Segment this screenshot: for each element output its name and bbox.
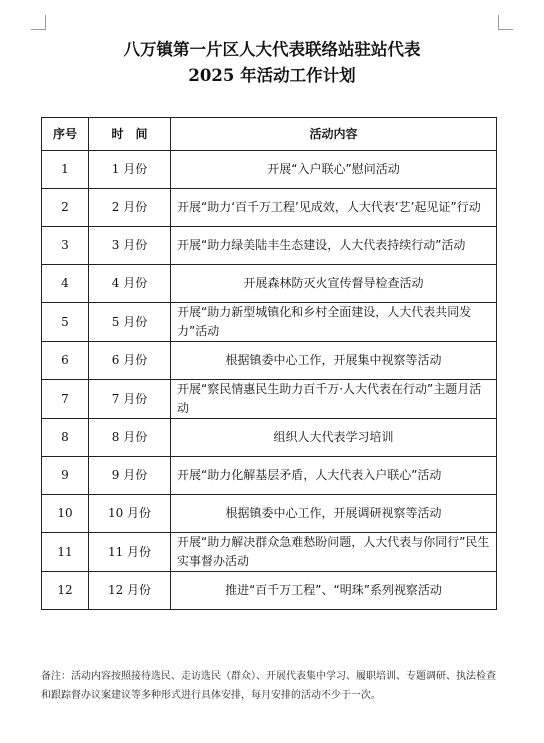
table-row bbox=[42, 572, 497, 610]
row-activity: 开展“助力解决群众急难愁盼问题，人大代表与你同行”民生实事督办活动 bbox=[171, 533, 497, 572]
row-month: 7 月份 bbox=[89, 380, 171, 419]
row-activity: 开展“察民情惠民生助力百千万·人大代表在行动”主题月活动 bbox=[171, 380, 497, 419]
header-serial: 序号 bbox=[42, 118, 89, 151]
table-row bbox=[42, 265, 497, 303]
row-activity: 开展“助力新型城镇化和乡村全面建设，人大代表共同发力”活动 bbox=[171, 303, 497, 342]
row-activity: 开展“助力绿美陆丰生态建设，人大代表持续行动”活动 bbox=[171, 227, 497, 265]
page-corner-mark-right bbox=[498, 15, 513, 30]
document-title: 八万镇第一片区人大代表联络站驻站代表 bbox=[123, 40, 421, 59]
row-serial: 2 bbox=[42, 189, 89, 227]
table-row bbox=[42, 533, 497, 572]
row-activity: 开展“助力化解基层矛盾，人大代表入户联心”活动 bbox=[171, 457, 497, 495]
row-month: 10 月份 bbox=[89, 495, 171, 533]
page-corner-mark-left bbox=[31, 15, 46, 30]
row-activity: 组织人大代表学习培训 bbox=[171, 419, 497, 457]
row-serial: 1 bbox=[42, 151, 89, 189]
row-month: 4 月份 bbox=[89, 265, 171, 303]
footnote: 备注：活动内容按照接待选民、走访选民（群众）、开展代表集中学习、履职培训、专题调研、执法检查和跟踪督办议案建议等多种形式进行具体安排，每月安排的活动不少于一次。 bbox=[41, 671, 496, 701]
table-row bbox=[42, 419, 497, 457]
row-activity: 推进“百千万工程”、“明珠”系列视察活动 bbox=[171, 572, 497, 610]
row-month: 11 月份 bbox=[89, 533, 171, 572]
row-serial: 3 bbox=[42, 227, 89, 265]
row-month: 5 月份 bbox=[89, 303, 171, 342]
row-month: 1 月份 bbox=[89, 151, 171, 189]
row-serial: 4 bbox=[42, 265, 89, 303]
document-subtitle: 2025 年活动工作计划 bbox=[188, 66, 356, 85]
row-serial: 6 bbox=[42, 342, 89, 380]
row-activity: 根据镇委中心工作，开展集中视察等活动 bbox=[171, 342, 497, 380]
activity-plan-table bbox=[41, 117, 497, 610]
table-row bbox=[42, 151, 497, 189]
row-serial: 5 bbox=[42, 303, 89, 342]
row-activity: 开展“助力‘百千万工程’见成效，人大代表‘艺’起见证”行动 bbox=[171, 189, 497, 227]
table-row bbox=[42, 380, 497, 419]
row-month: 2 月份 bbox=[89, 189, 171, 227]
table-row bbox=[42, 495, 497, 533]
row-month: 8 月份 bbox=[89, 419, 171, 457]
row-activity: 开展“入户联心”慰问活动 bbox=[171, 151, 497, 189]
row-activity: 根据镇委中心工作，开展调研视察等活动 bbox=[171, 495, 497, 533]
header-activity: 活动内容 bbox=[171, 118, 497, 151]
table-row bbox=[42, 227, 497, 265]
row-serial: 12 bbox=[42, 572, 89, 610]
table-header-row bbox=[42, 118, 497, 151]
table-row bbox=[42, 189, 497, 227]
row-serial: 7 bbox=[42, 380, 89, 419]
row-month: 3 月份 bbox=[89, 227, 171, 265]
row-serial: 8 bbox=[42, 419, 89, 457]
row-serial: 10 bbox=[42, 495, 89, 533]
row-month: 12 月份 bbox=[89, 572, 171, 610]
header-time: 时 间 bbox=[89, 118, 171, 151]
table-row bbox=[42, 457, 497, 495]
row-month: 6 月份 bbox=[89, 342, 171, 380]
row-activity: 开展森林防灭火宣传督导检查活动 bbox=[171, 265, 497, 303]
row-serial: 9 bbox=[42, 457, 89, 495]
table-row bbox=[42, 303, 497, 342]
table-row bbox=[42, 342, 497, 380]
row-month: 9 月份 bbox=[89, 457, 171, 495]
row-serial: 11 bbox=[42, 533, 89, 572]
